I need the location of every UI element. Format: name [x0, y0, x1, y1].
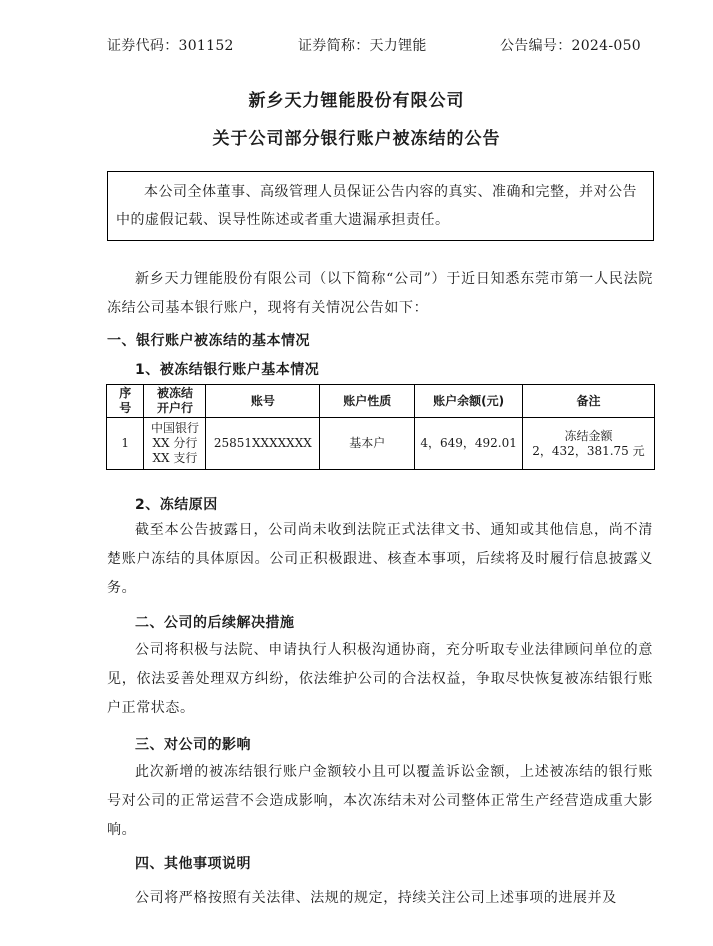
header-bank: 被冻结 开户行 — [144, 385, 206, 418]
other-matters-paragraph: 公司将严格按照有关法律、法规的规定，持续关注公司上述事项的进展并及 — [135, 890, 617, 906]
cell-seq: 1 — [107, 418, 144, 470]
header-balance: 账户余额(元) — [415, 385, 523, 418]
impact-paragraph: 此次新增的被冻结银行账户金额较小且可以覆盖诉讼金额，上述被冻结的银行账号对公司的正常运营不会造成影响，本次冻结未对公司整体正常生产经营造成重大影响。 — [107, 764, 653, 838]
cell-remark: 冻结金额 2，432，381.75 元 — [522, 418, 654, 470]
cell-nature: 基本户 — [320, 418, 415, 470]
table-header-row — [107, 385, 655, 418]
cell-balance: 4，649，492.01 — [415, 418, 523, 470]
subsection1-heading: 1、被冻结银行账户基本情况 — [135, 362, 320, 378]
frozen-account-table — [106, 384, 655, 470]
section2-heading: 二、公司的后续解决措施 — [135, 615, 295, 631]
company-title: 新乡天力锂能股份有限公司 — [248, 91, 465, 111]
cell-account: 25851XXXXXXX — [206, 418, 320, 470]
section1-heading: 一、银行账户被冻结的基本情况 — [107, 333, 310, 349]
section3-heading: 三、对公司的影响 — [135, 737, 251, 753]
table-row — [107, 418, 655, 470]
freeze-reason-paragraph: 截至本公告披露日，公司尚未收到法院正式法律文书、通知或其他信息，尚不清楚账户冻结的具体原因。公司正积极跟进、核查本事项，后续将及时履行信息披露义务。 — [107, 522, 653, 596]
subsection2-heading: 2、冻结原因 — [135, 497, 218, 513]
header-seq: 序 号 — [107, 385, 144, 418]
cell-bank: 中国银行 XX 分行 XX 支行 — [144, 418, 206, 470]
stock-abbreviation: 证券简称：天力锂能 — [298, 38, 427, 54]
solution-paragraph: 公司将积极与法院、申请执行人积极沟通协商，充分听取专业法律顾问单位的意见，依法妥善处理双方纠纷，依法维护公司的合法权益，争取尽快恢复被冻结银行账户正常状态。 — [107, 642, 653, 716]
intro-paragraph: 新乡天力锂能股份有限公司（以下简称“公司”）于近日知悉东莞市第一人民法院冻结公司基本银行账户，现将有关情况公告如下： — [107, 271, 653, 316]
notice-number: 公告编号：2024-050 — [500, 38, 641, 54]
header-remark: 备注 — [522, 385, 654, 418]
header-account: 账号 — [206, 385, 320, 418]
notice-title: 关于公司部分银行账户被冻结的公告 — [212, 129, 501, 149]
header-nature: 账户性质 — [320, 385, 415, 418]
stock-code: 证券代码：301152 — [107, 38, 234, 54]
board-guarantee-box: 本公司全体董事、高级管理人员保证公告内容的真实、准确和完整，并对公告中的虚假记载、误导性陈述或者重大遗漏承担责任。 — [107, 171, 654, 241]
section4-heading: 四、其他事项说明 — [135, 856, 251, 872]
